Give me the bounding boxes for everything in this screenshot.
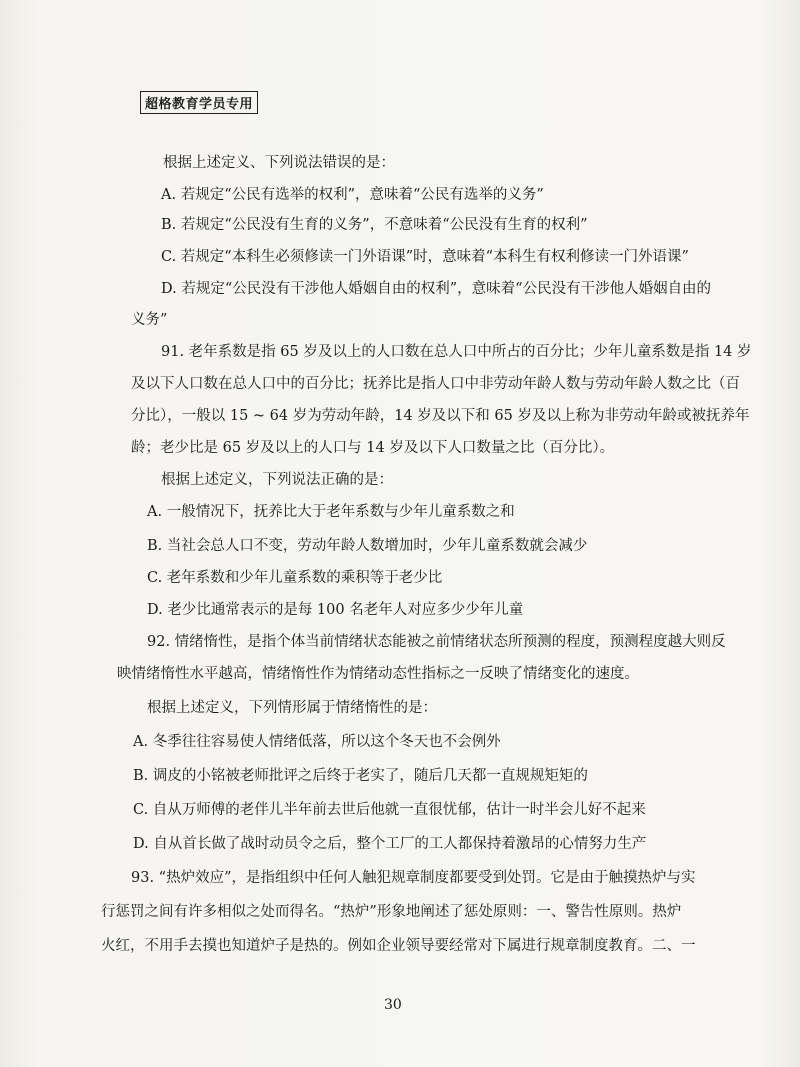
text-line: 根据上述定义、下列说法错误的是： xyxy=(163,155,395,171)
text-line: D. 若规定“公民没有干涉他人婚姻自由的权利”，意味着“公民没有干涉他人婚姻自由的 xyxy=(161,281,712,297)
text-line: A. 冬季往往容易使人情绪低落，所以这个冬天也不会例外 xyxy=(133,734,501,750)
text-line: 及以下人口数在总人口中的百分比；抚养比是指人口中非劳动年龄人数与劳动年龄人数之比（百 xyxy=(131,376,740,392)
text-line: D. 老少比通常表示的是每 100 名老年人对应多少少年儿童 xyxy=(147,602,524,618)
text-line: 义务” xyxy=(131,312,168,328)
text-line: 映情绪惰性水平越高，情绪惰性作为情绪动态性指标之一反映了情绪变化的速度。 xyxy=(117,666,639,682)
text-line: 91. 老年系数是指 65 岁及以上的人口数在总人口中所占的百分比；少年儿童系数是指 14 岁 xyxy=(161,344,752,360)
text-line: A. 一般情况下，抚养比大于老年系数与少年儿童系数之和 xyxy=(147,504,515,520)
text-line: B. 若规定“公民没有生育的义务”，不意味着“公民没有生育的权利” xyxy=(161,217,588,233)
text-line: 龄；老少比是 65 岁及以上的人口与 14 岁及以下人口数量之比（百分比）。 xyxy=(131,440,615,456)
text-line: D. 自从首长做了战时动员令之后，整个工厂的工人都保持着激昂的心情努力生产 xyxy=(133,836,647,852)
text-line: 93. “热炉效应”，是指组织中任何人触犯规章制度都要受到处罚。它是由于触摸热炉与实 xyxy=(131,870,696,886)
text-line: 根据上述定义，下列说法正确的是： xyxy=(161,472,393,488)
text-line: C. 若规定“本科生必须修读一门外语课”时，意味着“本科生有权利修读一门外语课” xyxy=(161,249,689,265)
text-line: 分比），一般以 15 ~ 64 岁为劳动年龄，14 岁及以下和 65 岁及以上称为非劳动年龄或被抚养年 xyxy=(131,408,750,424)
text-line: 火红，不用手去摸也知道炉子是热的。例如企业领导要经常对下属进行规章制度教育。二、一 xyxy=(101,938,696,954)
text-line: A. 若规定“公民有选举的权利”，意味着“公民有选举的义务” xyxy=(161,187,544,203)
text-line: 92. 情绪惰性，是指个体当前情绪状态能被之前情绪状态所预测的程度，预测程度越大则反 xyxy=(147,634,726,650)
institution-stamp: 超格教育学员专用 xyxy=(140,91,258,114)
text-line: B. 当社会总人口不变，劳动年龄人数增加时，少年儿童系数就会减少 xyxy=(147,538,588,554)
text-line: 根据上述定义，下列情形属于情绪惰性的是： xyxy=(147,700,437,716)
text-line: C. 自从万师傅的老伴儿半年前去世后他就一直很忧郁，估计一时半会儿好不起来 xyxy=(133,802,646,818)
text-line: C. 老年系数和少年儿童系数的乘积等于老少比 xyxy=(147,570,443,586)
text-line: 行惩罚之间有许多相似之处而得名。“热炉”形象地阐述了惩处原则：一、警告性原则。热炉 xyxy=(101,904,682,920)
text-line: B. 调皮的小铭被老师批评之后终于老实了，随后几天都一直规规矩矩的 xyxy=(133,768,588,784)
page-number: 30 xyxy=(384,997,402,1013)
